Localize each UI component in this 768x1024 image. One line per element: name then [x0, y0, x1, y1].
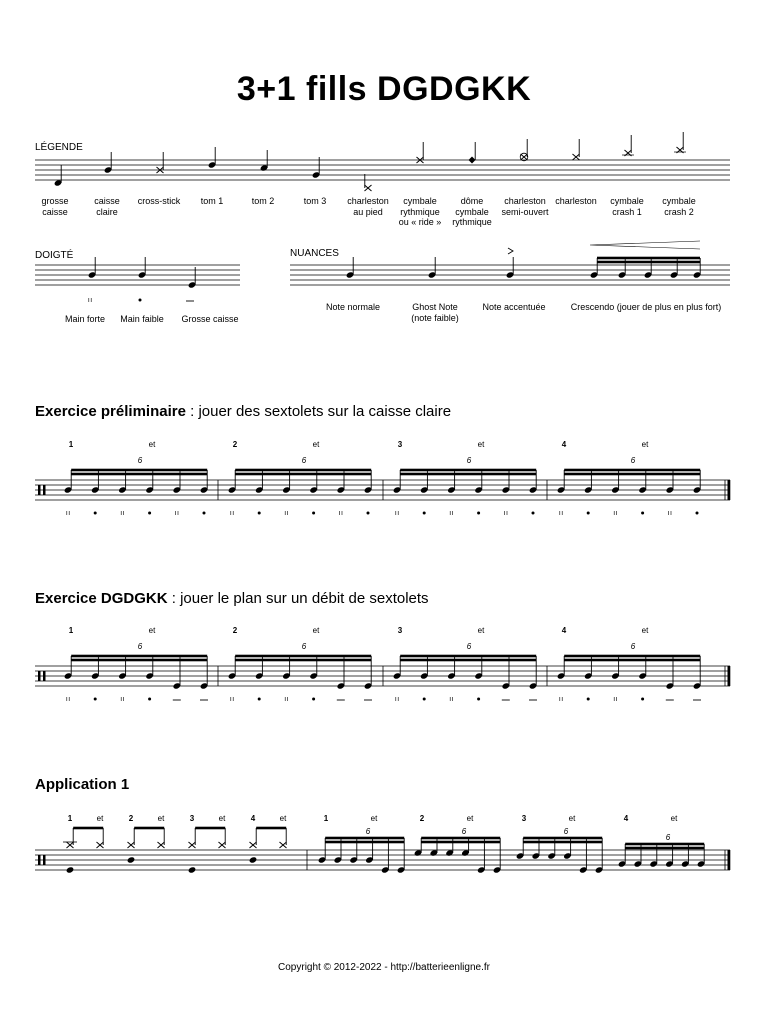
legend-caption: cross-stick — [137, 196, 181, 206]
doigte-caption: Main forte — [64, 314, 106, 324]
legend-caption: cymbale crash 1 — [610, 196, 644, 217]
legend-caption: charleston semi-ouvert — [501, 196, 549, 217]
nuances-caption: Note normale — [325, 302, 381, 312]
and-count: et — [477, 440, 485, 449]
sticking-left — [203, 512, 206, 515]
note-beam — [421, 841, 500, 844]
note-beam — [195, 827, 225, 830]
beat-count: 4 — [623, 814, 629, 823]
beat-count: 3 — [397, 440, 403, 449]
final-barline — [728, 480, 731, 500]
beat-count: 4 — [561, 440, 567, 449]
and-count: et — [477, 626, 485, 635]
tuplet-number: 6 — [137, 642, 143, 651]
sticking-left — [696, 512, 699, 515]
nuances-caption: Crescendo (jouer de plus en plus fort) — [570, 302, 722, 312]
notehead — [188, 866, 197, 874]
and-count: et — [641, 440, 649, 449]
beat-count: 1 — [323, 814, 329, 823]
final-barline — [728, 666, 731, 686]
legend-caption: grosse caisse — [41, 196, 69, 217]
exercise-name: Exercice préliminaire — [35, 403, 186, 420]
tuplet-number: 6 — [137, 456, 143, 465]
legend-caption: cymbale crash 2 — [662, 196, 696, 217]
beat-count: 2 — [232, 626, 238, 635]
sticking-left — [532, 512, 535, 515]
note-beam — [235, 469, 371, 472]
beat-count: 2 — [232, 440, 238, 449]
note-beam — [235, 659, 371, 662]
legend-caption: dôme cymbale rythmique — [452, 196, 492, 227]
beat-count: 2 — [128, 814, 134, 823]
application-name: Application 1 — [35, 776, 130, 793]
note-beam — [400, 659, 536, 662]
copyright: Copyright © 2012-2022 - http://batterieenligne.fr — [278, 962, 490, 973]
tuplet-number: 6 — [630, 456, 636, 465]
beat-count: 2 — [419, 814, 425, 823]
tuplet-number: 6 — [630, 642, 636, 651]
sticking-left — [641, 512, 644, 515]
note-beam — [597, 257, 700, 260]
beat-count: 1 — [67, 814, 73, 823]
and-count: et — [279, 814, 287, 823]
and-count: et — [157, 814, 165, 823]
percussion-clef — [43, 485, 46, 495]
nuances-label: NUANCES — [290, 248, 339, 259]
legend-caption: cymbale rythmique ou « ride » — [398, 196, 442, 227]
sticking-left — [423, 698, 426, 701]
note-beam — [400, 473, 536, 476]
and-count: et — [218, 814, 226, 823]
note-beam — [421, 837, 500, 840]
tuplet-number: 6 — [665, 833, 671, 842]
tuplet-number: 6 — [301, 456, 307, 465]
beat-count: 3 — [521, 814, 527, 823]
and-count: et — [312, 626, 320, 635]
legend-caption: charleston au pied — [347, 196, 389, 217]
sticking-left — [423, 512, 426, 515]
note-beam — [400, 655, 536, 658]
tuplet-number: 6 — [365, 827, 371, 836]
sticking-left — [477, 698, 480, 701]
note-beam — [523, 841, 602, 844]
exercise-description: : jouer le plan sur un débit de sextolets — [167, 590, 429, 607]
and-count: et — [148, 626, 156, 635]
sticking-left — [258, 698, 261, 701]
legend-caption: tom 3 — [303, 196, 327, 206]
crescendo-hairpin — [590, 241, 700, 249]
note-beam — [71, 655, 207, 658]
note-beam — [564, 655, 700, 658]
tuplet-number: 6 — [466, 456, 472, 465]
beat-count: 1 — [68, 440, 74, 449]
sticking-left — [148, 512, 151, 515]
note-beam — [564, 473, 700, 476]
sticking-left — [148, 698, 151, 701]
and-count: et — [641, 626, 649, 635]
and-count: et — [670, 814, 678, 823]
beat-count: 3 — [397, 626, 403, 635]
beat-count: 1 — [68, 626, 74, 635]
exercise-name: Exercice DGDGKK — [35, 590, 168, 607]
sticking-left — [139, 299, 142, 302]
and-count: et — [96, 814, 104, 823]
notehead — [127, 856, 136, 864]
note-beam — [325, 841, 404, 844]
note-beam — [71, 659, 207, 662]
accent-mark — [508, 248, 513, 254]
nuances-caption: Ghost Note (note faible) — [411, 302, 459, 323]
sticking-left — [477, 512, 480, 515]
note-beam — [73, 827, 103, 830]
note-beam — [564, 659, 700, 662]
percussion-clef — [38, 671, 41, 681]
note-beam — [256, 827, 286, 830]
exercise-description: : jouer des sextolets sur la caisse claire — [185, 403, 452, 420]
sticking-left — [587, 698, 590, 701]
percussion-clef — [38, 855, 41, 865]
doigte-caption: Main faible — [120, 314, 164, 324]
and-count: et — [568, 814, 576, 823]
note-beam — [523, 837, 602, 840]
sticking-left — [587, 512, 590, 515]
and-count: et — [370, 814, 378, 823]
legend-caption: caisse claire — [94, 196, 120, 217]
percussion-clef — [43, 671, 46, 681]
tuplet-number: 6 — [466, 642, 472, 651]
beat-count: 4 — [561, 626, 567, 635]
notehead — [249, 856, 258, 864]
note-beam — [625, 843, 704, 846]
sticking-left — [312, 512, 315, 515]
page-title: 3+1 fills DGDGKK — [236, 70, 532, 108]
note-beam — [71, 469, 207, 472]
sticking-left — [367, 512, 370, 515]
legend-caption: tom 1 — [200, 196, 224, 206]
note-beam — [400, 469, 536, 472]
note-beam — [597, 261, 700, 264]
dome-notehead — [469, 157, 476, 164]
sticking-left — [258, 512, 261, 515]
final-barline — [728, 850, 731, 870]
sticking-left — [94, 512, 97, 515]
notehead — [66, 866, 75, 874]
note-beam — [564, 469, 700, 472]
sticking-left — [94, 698, 97, 701]
tuplet-number: 6 — [563, 827, 569, 836]
legend-label: LÉGENDE — [35, 142, 83, 153]
note-beam — [325, 837, 404, 840]
nuances-caption: Note accentuée — [482, 302, 546, 312]
doigte-label: DOIGTÉ — [35, 250, 74, 261]
percussion-clef — [38, 485, 41, 495]
legend-caption: charleston — [555, 196, 597, 206]
and-count: et — [312, 440, 320, 449]
tuplet-number: 6 — [301, 642, 307, 651]
note-beam — [134, 827, 164, 830]
beat-count: 3 — [189, 814, 195, 823]
note-beam — [235, 473, 371, 476]
doigte-caption: Grosse caisse — [181, 314, 239, 324]
percussion-clef — [43, 855, 46, 865]
sticking-left — [312, 698, 315, 701]
legend-caption: tom 2 — [251, 196, 275, 206]
tuplet-number: 6 — [461, 827, 467, 836]
beat-count: 4 — [250, 814, 256, 823]
and-count: et — [466, 814, 474, 823]
and-count: et — [148, 440, 156, 449]
sticking-left — [641, 698, 644, 701]
note-beam — [235, 655, 371, 658]
note-beam — [71, 473, 207, 476]
note-beam — [625, 847, 704, 850]
